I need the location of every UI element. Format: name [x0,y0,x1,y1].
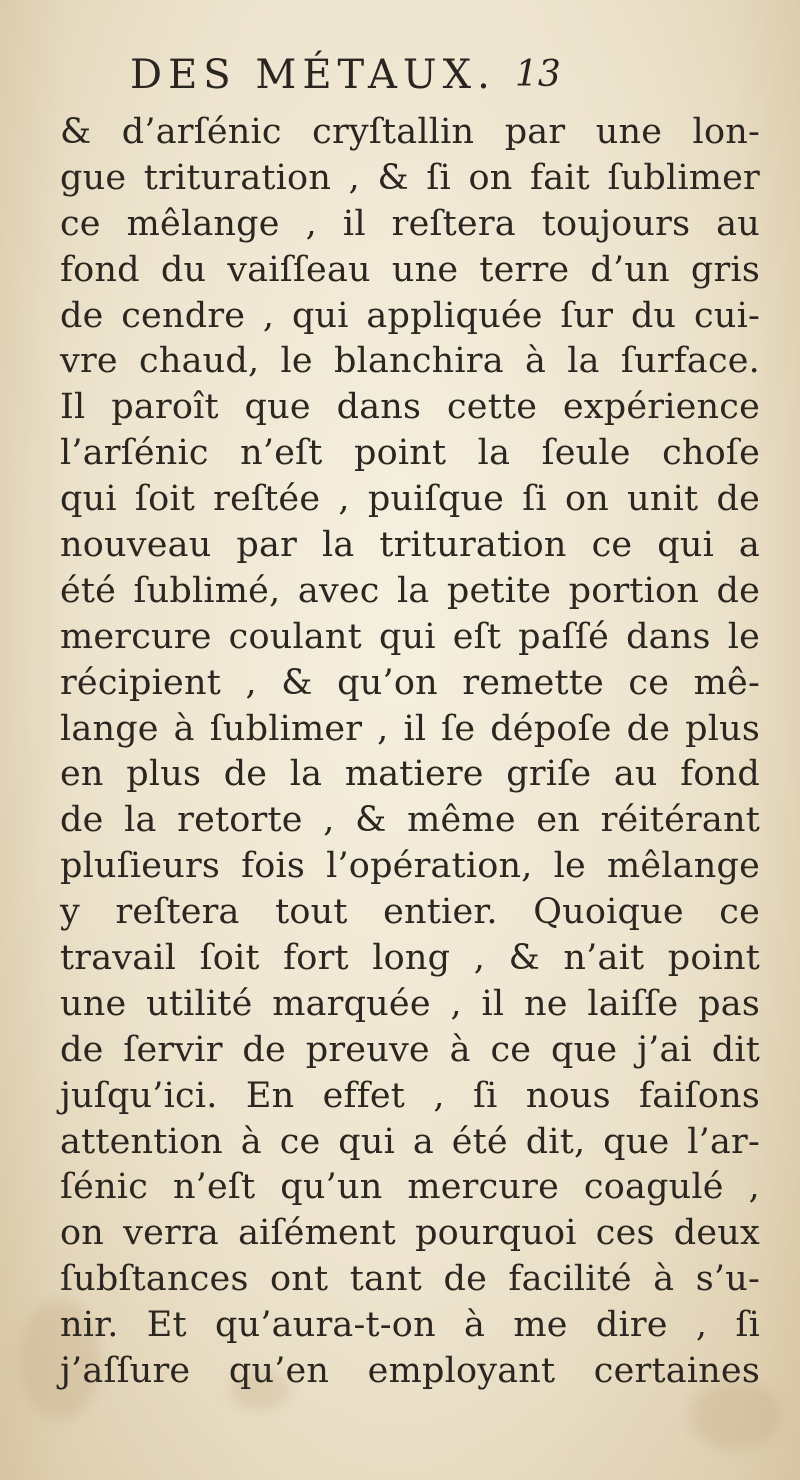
text-line: on verra aiſément pourquoi ces deux [60,1213,760,1254]
text-line: lange à ſublimer , il ſe dépoſe de plus [60,708,760,749]
text-line: nir. Et qu’aura-t-on à me dire , ſi [60,1305,760,1346]
page-number: 13 [515,54,561,95]
text-line: été ſublimé, avec la petite portion de [60,570,760,611]
text-line: de ſervir de preuve à ce que j’ai dit [60,1029,760,1070]
body-text [60,110,760,1395]
text-line: & d’arſénic cryſtallin par une lon- [60,112,760,152]
text-line: vre chaud, le blanchira à la ſurface. [60,341,760,382]
text-line: nouveau par la trituration ce qui a [60,525,760,566]
text-line: fond du vaiſſeau une terre d’un gris [60,249,760,290]
text-line: Il paroît que dans cette expérience [60,387,760,428]
text-line: qui ſoit reſtée , puiſque ſi on unit de [60,479,760,520]
text-line: ſubſtances ont tant de facilité à s’u- [60,1259,760,1300]
text-line: y reſtera tout entier. Quoique ce [60,892,760,933]
text-line: l’arſénic n’eſt point la ſeule choſe [60,433,760,474]
text-line: de cendre , qui appliquée ſur du cui- [60,295,760,336]
text-line: pluſieurs fois l’opération, le mêlange [60,846,760,887]
text-line: attention à ce qui a été dit, que l’ar- [60,1121,760,1162]
text-line: travail ſoit fort long , & n’ait point [60,938,760,979]
text-line: ce mêlange , il reſtera toujours au [60,203,760,244]
text-line: de la retorte , & même en réitérant [60,800,760,841]
running-head: DES MÉTAUX. [130,52,496,98]
text-line: juſqu’ici. En effet , ſi nous faiſons [60,1075,760,1116]
text-line: j’aſſure qu’en employant certaines [60,1351,760,1392]
text-line: ſénic n’eſt qu’un mercure coagulé , [60,1167,760,1208]
text-line: en plus de la matiere griſe au fond [60,754,760,795]
text-line: récipient , & qu’on remette ce mê- [60,662,760,703]
text-line: mercure coulant qui eſt paſſé dans le [60,616,760,657]
text-line: une utilité marquée , il ne laiſſe pas [60,983,760,1024]
page-header [130,52,650,102]
text-line: gue trituration , & ſi on fait ſublimer [60,157,760,198]
